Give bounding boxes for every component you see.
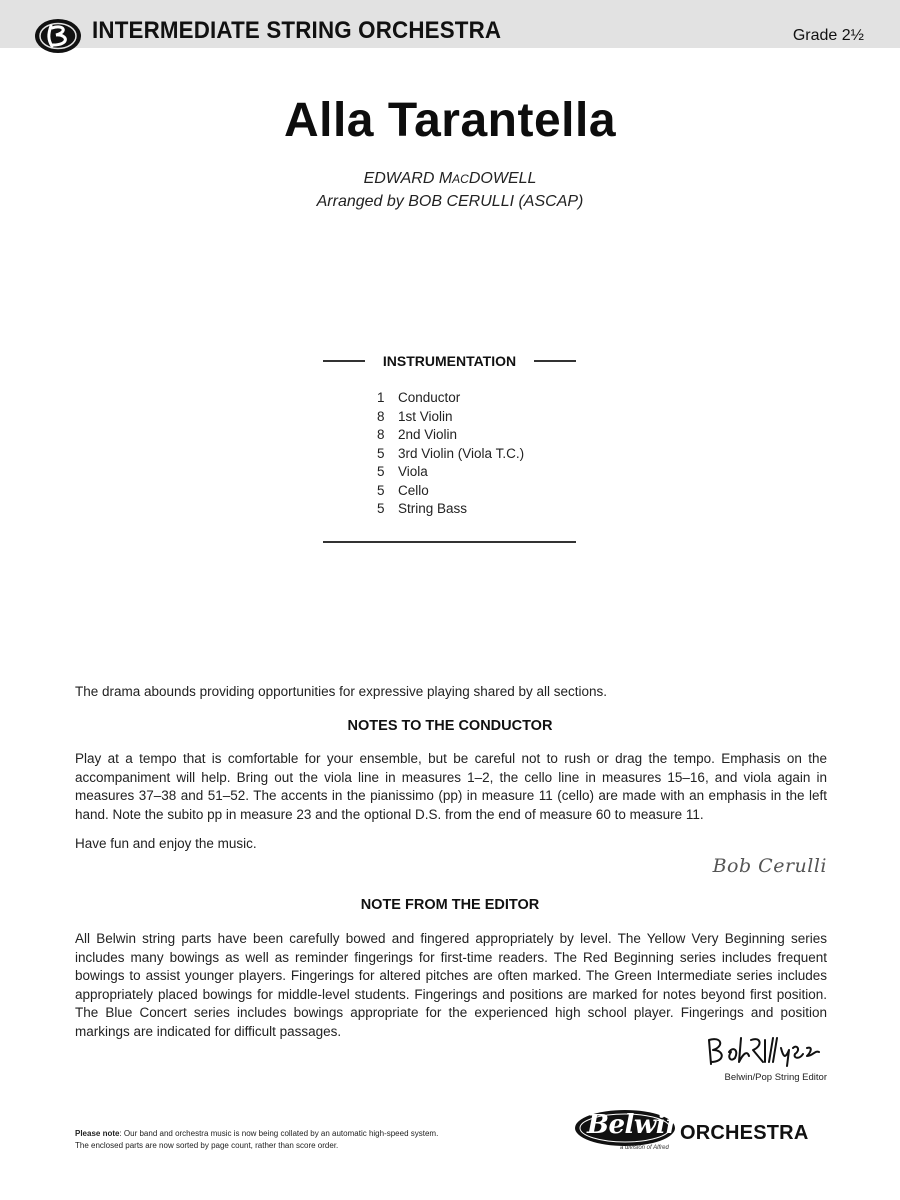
footer-note-line1: : Our band and orchestra music is now being collated by an automatic high-speed system.: [119, 1129, 439, 1138]
cerulli-signature: Bob Cerulli: [712, 855, 827, 877]
belwin-logo-word: Belwin: [587, 1110, 684, 1140]
instrument-name: Conductor: [398, 390, 461, 405]
instrument-quantity: 5: [377, 482, 385, 498]
instrument-quantity: 5: [377, 445, 385, 461]
conductor-notes-text: Play at a tempo that is comfortable for your ensemble, but be careful not to rush or drag the tempo. Emphasis on the accompaniment will help. Bring out the viola line in measures 1–2, the cello line in measures 15–16, and viola again in measures 37–38 and 51–52. The accents in the pianissimo (pp) in measure 11 (cello) are made with an emphasis in the left hand. Note the subito pp in measure 23 and the optional D.S. from the end of measure 60 to measure 11.: [75, 751, 827, 822]
instrument-name: 2nd Violin: [398, 427, 458, 442]
instrumentation-list: [377, 390, 524, 520]
phillips-signature-icon: [703, 1032, 828, 1070]
instrument-row: [377, 390, 524, 409]
page-title: Alla Tarantella: [283, 94, 617, 147]
series-title: INTERMEDIATE STRING ORCHESTRA: [92, 17, 502, 44]
intro-text: The drama abounds providing opportunities for expressive playing shared by all sections.: [75, 684, 608, 699]
instrument-quantity: 8: [377, 408, 385, 424]
instrument-row: [377, 464, 524, 483]
instrument-name: 1st Violin: [398, 408, 453, 424]
instrumentation-label: INSTRUMENTATION: [382, 353, 517, 369]
instrument-row: [377, 409, 524, 428]
footer-note-label: Please note: [75, 1129, 120, 1138]
editor-note-text: All Belwin string parts have been carefully bowed and fingered appropriately by level. The Yellow Very Beginning series includes many bowings as well as reminder fingerings for first-time readers. The Red Beginning series includes frequent bowings to assist younger players. Fingerings for altered pitches are often marked. The Green Intermediate series includes appropriately placed bowings for middle-level students. Fingerings and positions are marked for notes beyond first position. The Blue Concert series includes bowings appropriate for the experienced high school player. Fingerings and position markings are indicated for difficult passages.: [75, 931, 827, 1039]
instrument-quantity: 1: [377, 390, 385, 405]
instrument-quantity: 8: [377, 427, 385, 442]
belwin-orchestra-word: ORCHESTRA: [680, 1122, 809, 1144]
belwin-division-caption: a division of Alfred: [620, 1145, 669, 1151]
instrument-row: [377, 501, 524, 520]
instrument-name: Viola: [398, 464, 428, 479]
instrument-name: 3rd Violin (Viola T.C.): [398, 445, 525, 461]
grade-label: Grade 2½: [792, 27, 864, 44]
belwin-series-logo-icon: [34, 18, 82, 54]
arranger-credit: Arranged by BOB CERULLI (ASCAP): [316, 193, 584, 210]
heading-rule-right: [534, 360, 576, 362]
instrumentation-heading: [323, 353, 576, 369]
instrument-name: String Bass: [398, 501, 468, 516]
editor-caption: Belwin/Pop String Editor: [724, 1072, 827, 1083]
conductor-notes-heading: NOTES TO THE CONDUCTOR: [347, 718, 553, 734]
footer-note: [75, 1128, 438, 1151]
instrument-quantity: 5: [377, 464, 385, 479]
instrument-quantity: 5: [377, 501, 385, 516]
instrument-row: [377, 446, 524, 465]
instrument-row: [377, 483, 524, 502]
footer-note-line2: The enclosed parts are now sorted by page count, rather than score order.: [75, 1140, 339, 1150]
instrumentation-bottom-rule: [323, 541, 576, 543]
conductor-notes-closing: Have fun and enjoy the music.: [75, 836, 257, 851]
editor-note-heading: NOTE FROM THE EDITOR: [360, 897, 540, 913]
composer-credit: EDWARD MACDOWELL: [363, 170, 537, 187]
instrument-row: [377, 427, 524, 446]
instrument-name: Cello: [398, 482, 429, 498]
heading-rule-left: [323, 360, 365, 362]
